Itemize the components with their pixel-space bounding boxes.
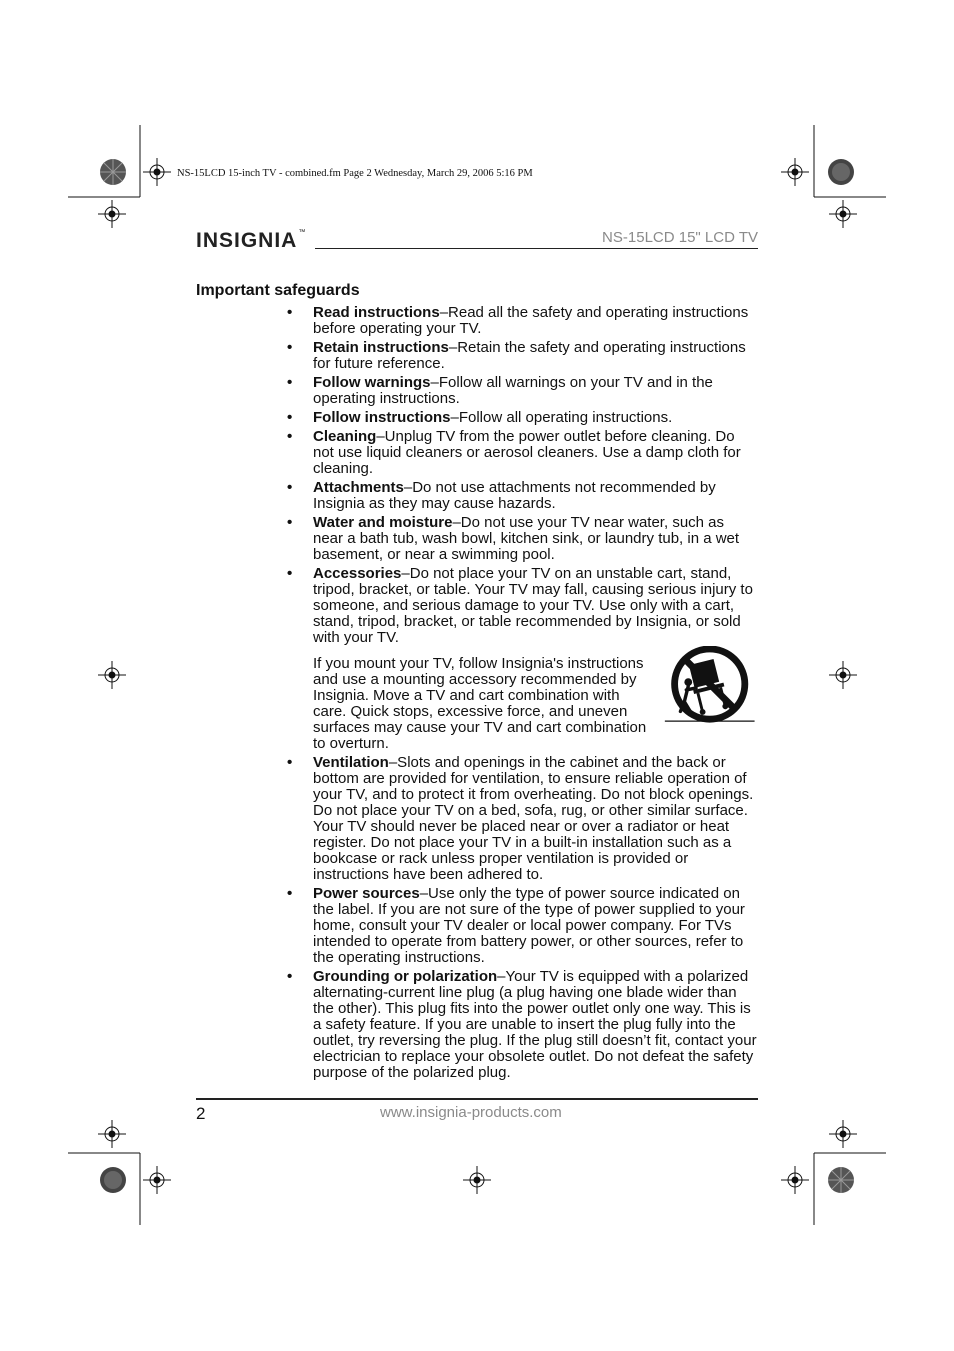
footer-url: www.insignia-products.com [380,1104,562,1121]
trademark-symbol: ™ [298,229,306,236]
item-term: Read instructions [313,304,440,321]
item-term: Accessories [313,565,402,582]
registration-mark-icon [98,661,126,689]
registration-mark-icon [829,661,857,689]
bullet: • [287,968,293,985]
bullet: • [287,565,293,582]
bullet: • [287,754,293,771]
item-text: –Your TV is equipped with a polarized alternating-current line plug (a plug having one blade wider than the other). This plug fits into the power outlet only one way. This is a safety feature. If you are unable to insert the plug fully into the outlet, try reversing the plug. If the plug still doesn’t fit, contact your electrician to replace your obsolete outlet. Do not defeat the safety purpose of the polarized plug. [313,968,757,1081]
registration-mark-icon [781,158,809,186]
item-term: Grounding or polarization [313,968,498,985]
print-slug: NS-15LCD 15-inch TV - combined.fm Page 2 Wednesday, March 29, 2006 5:16 PM [177,168,533,179]
item-text: –Use only the type of power source indicated on the label. If you are not sure of the type of power supplied to your home, consult your TV dealer or local power company. For TVs intended to operate from battery power, or other sources, refer to the operating instructions. [313,885,745,966]
item-term: Power sources [313,885,420,902]
bullet: • [287,374,293,391]
item-text: –Slots and openings in the cabinet and the back or bottom are provided for ventilation, to ensure reliable operation of your TV, and to protect it from overheating. Do not block openings. Do not place your TV on a bed, sofa, rug, or other similar surface. Your TV should never be placed near or over a radiator or heat register. Do not place your TV in a built-in installation such as a bookcase or rack unless proper ventilation is provided or instructions have been adhered to. [313,754,754,883]
bullet: • [287,409,293,426]
item-term: Follow warnings [313,374,431,391]
item-text: –Read all the safety and operating instructions before operating your TV. [313,304,749,337]
item-text: –Unplug TV from the power outlet before cleaning. Do not use liquid cleaners or aerosol cleaners. Use a damp cloth for cleaning. [313,428,741,477]
model-title: NS-15LCD 15" LCD TV [602,229,758,246]
color-target-icon [99,1166,127,1194]
item-term: Water and moisture [313,514,453,531]
bullet: • [287,304,293,321]
registration-mark-icon [98,200,126,228]
bullet: • [287,885,293,902]
mount-note-text: If you mount your TV, follow Insignia's instructions and use a mounting accessory recommended by Insignia. Move a TV and cart combination with care. Quick stops, excessive force, and uneven surfaces may cause your TV and cart combination to overturn. [313,655,647,752]
registration-mark-icon [143,158,171,186]
item-text: –Do not place your TV on an unstable cart, stand, tripod, bracket, or table. Your TV may fall, causing serious injury to someone, and serious damage to your TV. Use only with a cart, stand, tripod, bracket, or table recommended by Insignia, or sold with your TV. [313,565,753,646]
item-term: Follow instructions [313,409,451,426]
item-text: –Follow all operating instructions. [450,409,673,426]
bullet: • [287,514,293,531]
registration-mark-icon [829,1120,857,1148]
item-term: Retain instructions [313,339,449,356]
section-title: Important safeguards [196,282,360,299]
item-text: –Retain the safety and operating instructions for future reference. [313,339,746,372]
registration-mark-icon [143,1166,171,1194]
bullet: • [287,428,293,445]
item-term: Attachments [313,479,404,496]
bullet: • [287,479,293,496]
brand-name: INSIGNIA [196,229,298,252]
item-text: –Do not use your TV near water, such as near a bath tub, wash bowl, kitchen sink, or laundry tub, in a wet basement, or near a swimming pool. [313,514,740,563]
page-number: 2 [196,1104,206,1123]
color-target-icon [827,1166,855,1194]
registration-mark-icon [829,200,857,228]
color-target-icon [99,158,127,186]
item-text: –Follow all warnings on your TV and in the operating instructions. [313,374,713,407]
item-term: Cleaning [313,428,377,445]
registration-mark-icon [463,1166,491,1194]
registration-mark-icon [781,1166,809,1194]
item-text: –Do not use attachments not recommended by Insignia as they may cause hazards. [313,479,716,512]
bullet: • [287,339,293,356]
color-target-icon [827,158,855,186]
registration-mark-icon [98,1120,126,1148]
item-term: Ventilation [313,754,389,771]
